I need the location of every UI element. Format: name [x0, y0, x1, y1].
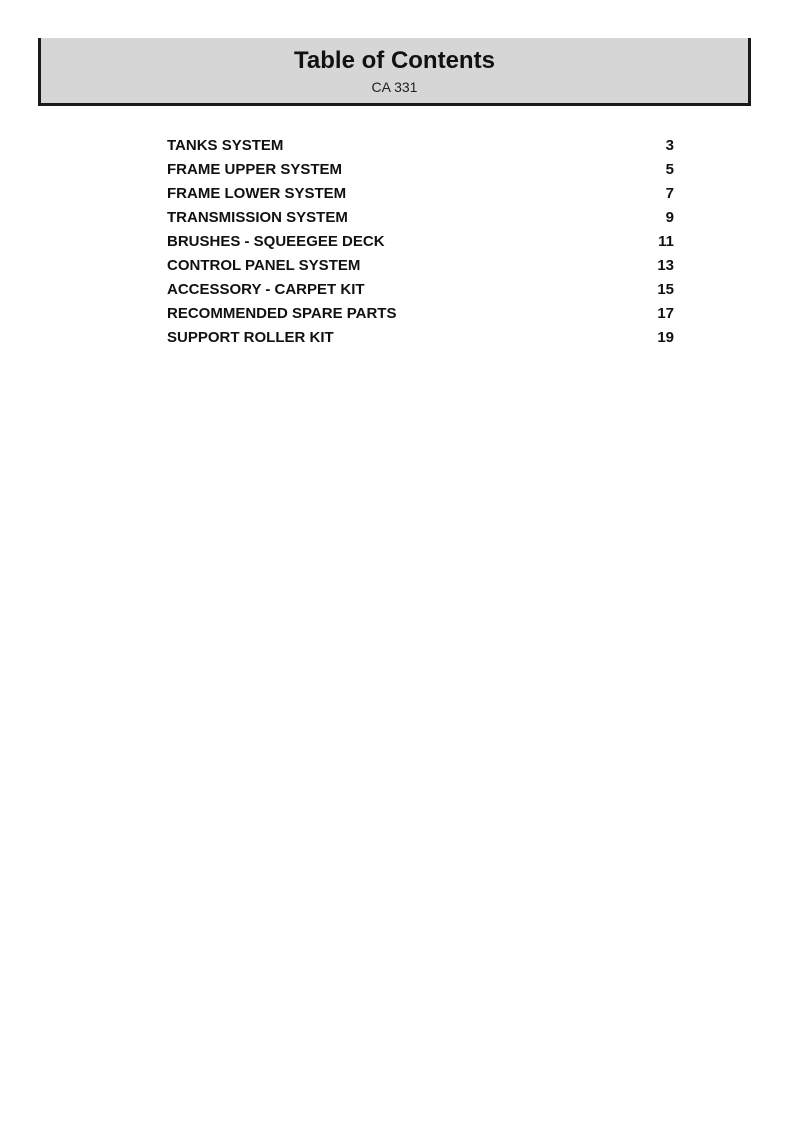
toc-entry-label: RECOMMENDED SPARE PARTS	[167, 305, 397, 322]
toc-entry-page: 17	[657, 305, 674, 322]
toc-entry-label: ACCESSORY - CARPET KIT	[167, 281, 365, 298]
toc-entry-label: BRUSHES - SQUEEGEE DECK	[167, 233, 385, 250]
toc-entry-label: TANKS SYSTEM	[167, 137, 284, 154]
toc-entry-label: FRAME UPPER SYSTEM	[167, 161, 343, 178]
page-subtitle: CA 331	[371, 79, 418, 95]
toc-entry-page: 7	[665, 185, 674, 202]
header-box	[38, 38, 751, 106]
toc-entry-page: 11	[658, 233, 674, 250]
page-title: Table of Contents	[294, 47, 495, 74]
toc-entry-tanks-system[interactable]	[167, 137, 674, 161]
table-of-contents	[167, 137, 674, 353]
toc-entry-page: 5	[665, 161, 674, 178]
toc-entry-page: 13	[657, 257, 674, 274]
toc-entry-label: CONTROL PANEL SYSTEM	[167, 257, 361, 274]
toc-entry-label: SUPPORT ROLLER KIT	[167, 329, 334, 346]
toc-entry-recommended-spare-parts[interactable]	[167, 305, 674, 329]
toc-entry-page: 15	[657, 281, 674, 298]
toc-entry-brushes-squeegee-deck[interactable]	[167, 233, 674, 257]
toc-entry-page: 3	[665, 137, 674, 154]
toc-entry-label: TRANSMISSION SYSTEM	[167, 209, 348, 226]
toc-entry-page: 19	[657, 329, 674, 346]
toc-entry-support-roller-kit[interactable]	[167, 329, 674, 353]
toc-entry-frame-upper-system[interactable]	[167, 161, 674, 185]
toc-entry-page: 9	[665, 209, 674, 226]
toc-entry-label: FRAME LOWER SYSTEM	[167, 185, 347, 202]
toc-entry-frame-lower-system[interactable]	[167, 185, 674, 209]
toc-entry-transmission-system[interactable]	[167, 209, 674, 233]
toc-entry-accessory-carpet-kit[interactable]	[167, 281, 674, 305]
toc-entry-control-panel-system[interactable]	[167, 257, 674, 281]
